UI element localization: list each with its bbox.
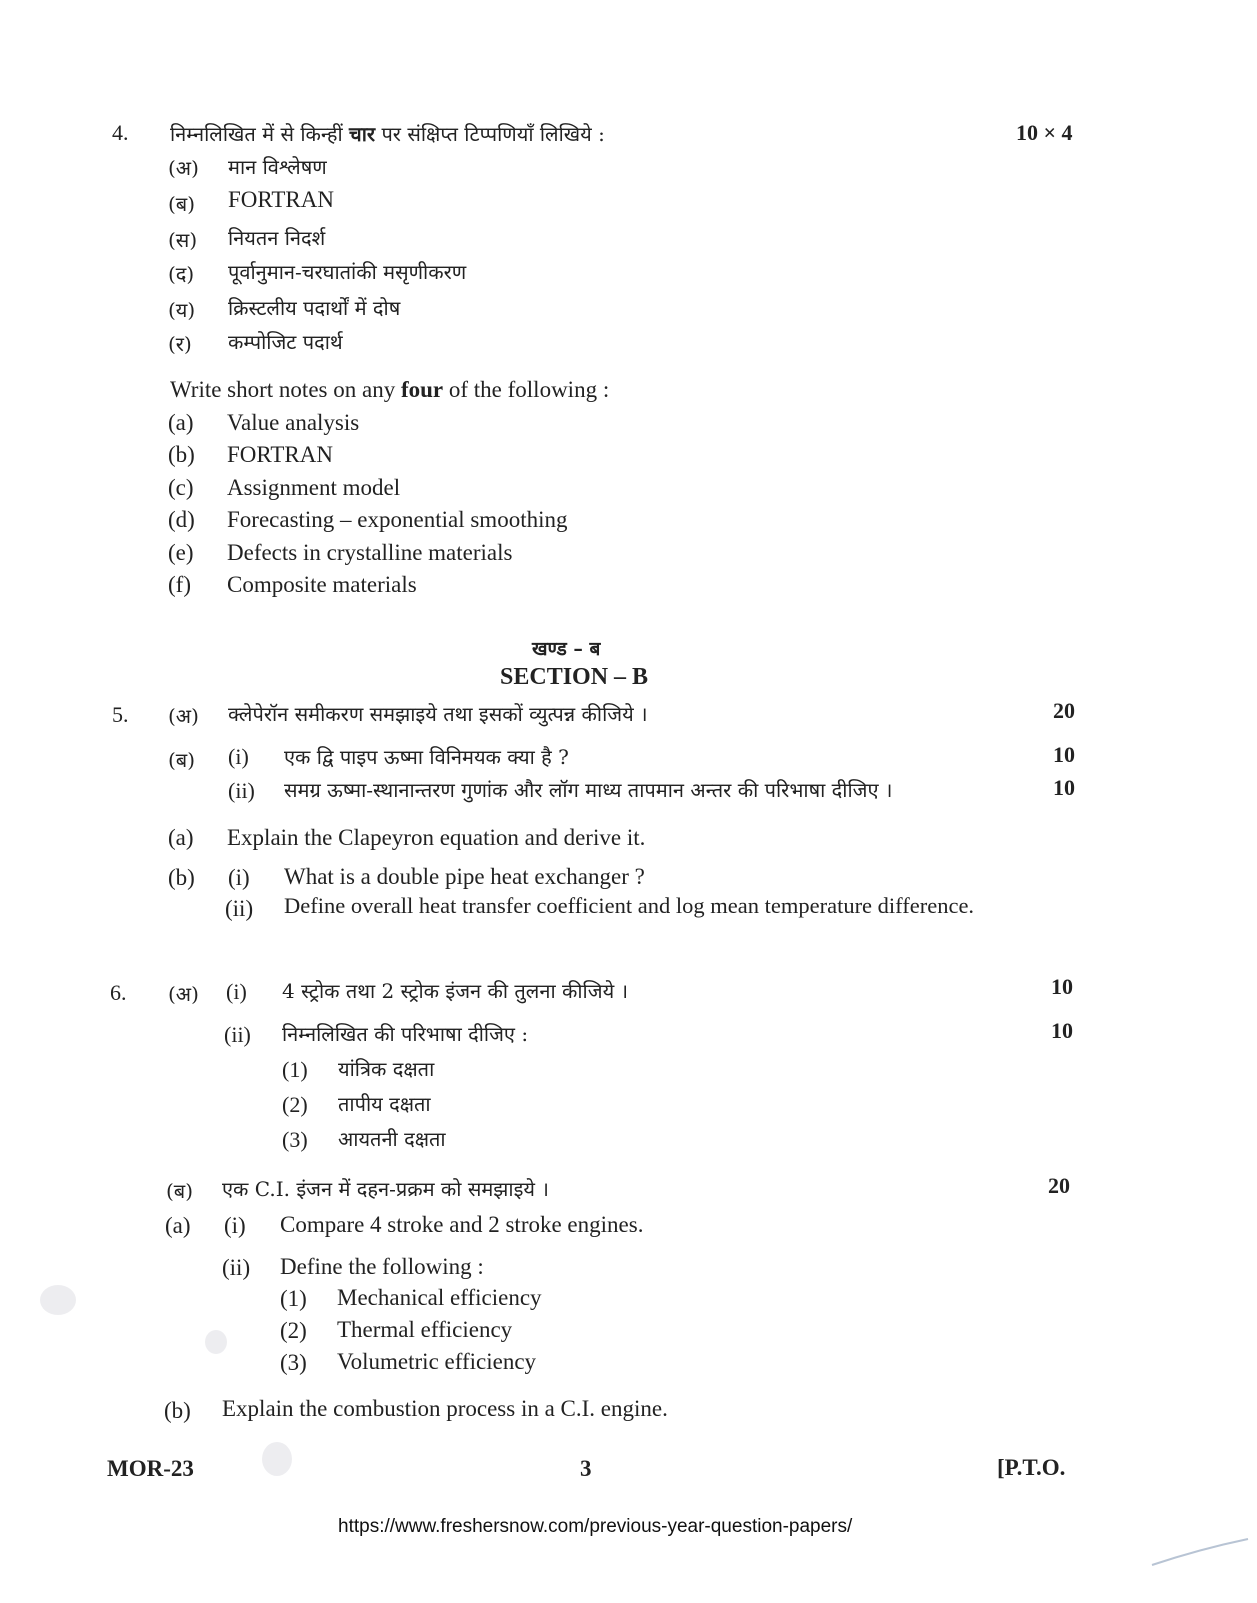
list-text: तापीय दक्षता [338, 1092, 431, 1116]
subpart-label: (ii) [225, 896, 254, 921]
subpart-marks: 10 [1051, 1018, 1073, 1043]
page-number: 3 [580, 1456, 592, 1481]
item-text: Forecasting – exponential smoothing [227, 507, 568, 532]
part-text: Explain the Clapeyron equation and derive it. [227, 825, 646, 850]
subpart-text: What is a double pipe heat exchanger ? [284, 864, 645, 889]
item-text: Composite materials [227, 572, 417, 597]
list-text: आयतनी दक्षता [338, 1127, 446, 1151]
item-text: नियतन निदर्श [228, 226, 326, 250]
list-text: Thermal efficiency [337, 1317, 513, 1342]
item-label: (द) [168, 262, 195, 286]
part-text: एक C.I. इंजन में दहन-प्रक्रम को समझाइये । [222, 1177, 549, 1201]
part-text: क्लेपेरॉन समीकरण समझाइये तथा इसकों व्युत्पन्न कीजिये । [228, 702, 648, 726]
part-label: (ब) [168, 748, 196, 772]
section-title-hindi: खण्ड – ब [532, 638, 601, 660]
prompt-text: of the following : [443, 377, 610, 402]
item-label: (ब) [168, 192, 196, 216]
part-label: (अ) [168, 704, 199, 728]
subpart-label: (i) [228, 865, 250, 890]
part-label: (b) [168, 865, 195, 890]
question-prompt-english [170, 377, 609, 403]
part-text: Explain the combustion process in a C.I. engine. [222, 1396, 668, 1421]
item-label: (य) [168, 298, 196, 322]
item-label: (b) [168, 442, 195, 467]
item-text: Assignment model [227, 475, 401, 500]
item-text: मान विश्लेषण [228, 155, 327, 179]
subpart-text: समग्र ऊष्मा-स्थानान्तरण गुणांक और लॉग माध्य तापमान अन्तर की परिभाषा दीजिए । [284, 778, 893, 802]
item-label: (र) [168, 332, 192, 356]
paper-code: MOR-23 [107, 1456, 194, 1481]
subpart-marks: 10 [1051, 974, 1073, 999]
subpart-label: (i) [228, 744, 249, 769]
item-text: FORTRAN [227, 442, 333, 467]
scan-smudge [262, 1442, 292, 1476]
item-text: कम्पोजिट पदार्थ [228, 330, 343, 354]
scan-smudge [205, 1330, 227, 1354]
list-text: Volumetric efficiency [337, 1349, 537, 1374]
item-text: Defects in crystalline materials [227, 540, 513, 565]
subpart-label: (ii) [228, 778, 255, 803]
part-label: (a) [165, 1213, 191, 1238]
item-label: (e) [168, 540, 194, 565]
subpart-label: (i) [226, 979, 247, 1004]
source-url[interactable]: https://www.freshersnow.com/previous-year-question-papers/ [338, 1516, 853, 1537]
item-text: पूर्वानुमान-चरघातांकी मसृणीकरण [228, 260, 467, 284]
part-marks: 20 [1053, 698, 1075, 723]
part-label: (ब) [166, 1179, 194, 1203]
subpart-text: Compare 4 stroke and 2 stroke engines. [280, 1212, 644, 1237]
list-text: Mechanical efficiency [337, 1285, 542, 1310]
list-label: (3) [280, 1350, 307, 1375]
subpart-text: Define overall heat transfer coefficient and log mean temperature difference. [284, 893, 975, 918]
subpart-label: (i) [224, 1213, 246, 1238]
item-text: Value analysis [227, 410, 360, 435]
prompt-text: पर संक्षिप्त टिप्पणियाँ लिखिये : [375, 122, 605, 146]
question-number: 5. [112, 702, 129, 727]
part-label: (अ) [168, 982, 199, 1006]
list-label: (1) [282, 1057, 308, 1082]
part-marks: 20 [1048, 1173, 1070, 1198]
list-label: (3) [282, 1127, 308, 1152]
scan-mark-stroke [1152, 1539, 1248, 1565]
item-label: (c) [168, 475, 194, 500]
subpart-text: एक द्वि पाइप ऊष्मा विनिमयक क्या है ? [284, 745, 569, 769]
subpart-text: Define the following : [280, 1254, 484, 1279]
prompt-text: Write short notes on any [170, 377, 401, 402]
item-label: (f) [168, 572, 191, 597]
question-marks: 10 × 4 [1016, 120, 1073, 145]
prompt-bold: four [400, 377, 444, 402]
subpart-label: (ii) [224, 1022, 251, 1047]
pto-label: [P.T.O. [997, 1455, 1066, 1480]
subpart-label: (ii) [222, 1255, 251, 1280]
item-label: (d) [168, 507, 195, 532]
section-title-english: SECTION – B [500, 664, 649, 690]
item-text: क्रिस्टलीय पदार्थों में दोष [228, 296, 401, 320]
part-label: (b) [164, 1398, 191, 1423]
item-label: (a) [168, 410, 194, 435]
subpart-text: निम्नलिखित की परिभाषा दीजिए : [282, 1022, 529, 1046]
subpart-marks: 10 [1053, 742, 1075, 767]
item-text: FORTRAN [228, 187, 334, 212]
list-label: (2) [282, 1092, 308, 1117]
item-label: (स) [168, 228, 198, 252]
scan-mark [1150, 1535, 1250, 1575]
question-number: 4. [112, 120, 129, 145]
scan-smudge [40, 1285, 76, 1315]
prompt-text: निम्नलिखित में से किन्हीं [170, 122, 350, 146]
list-label: (2) [280, 1318, 307, 1343]
list-label: (1) [280, 1286, 307, 1311]
prompt-bold: चार [349, 122, 376, 146]
list-text: यांत्रिक दक्षता [338, 1057, 435, 1081]
part-label: (a) [168, 825, 194, 850]
question-prompt-hindi [170, 120, 605, 147]
subpart-text: 4 स्ट्रोक तथा 2 स्ट्रोक इंजन की तुलना कीजिये । [282, 979, 629, 1003]
question-number: 6. [110, 980, 127, 1005]
subpart-marks: 10 [1053, 775, 1075, 800]
item-label: (अ) [168, 156, 199, 180]
